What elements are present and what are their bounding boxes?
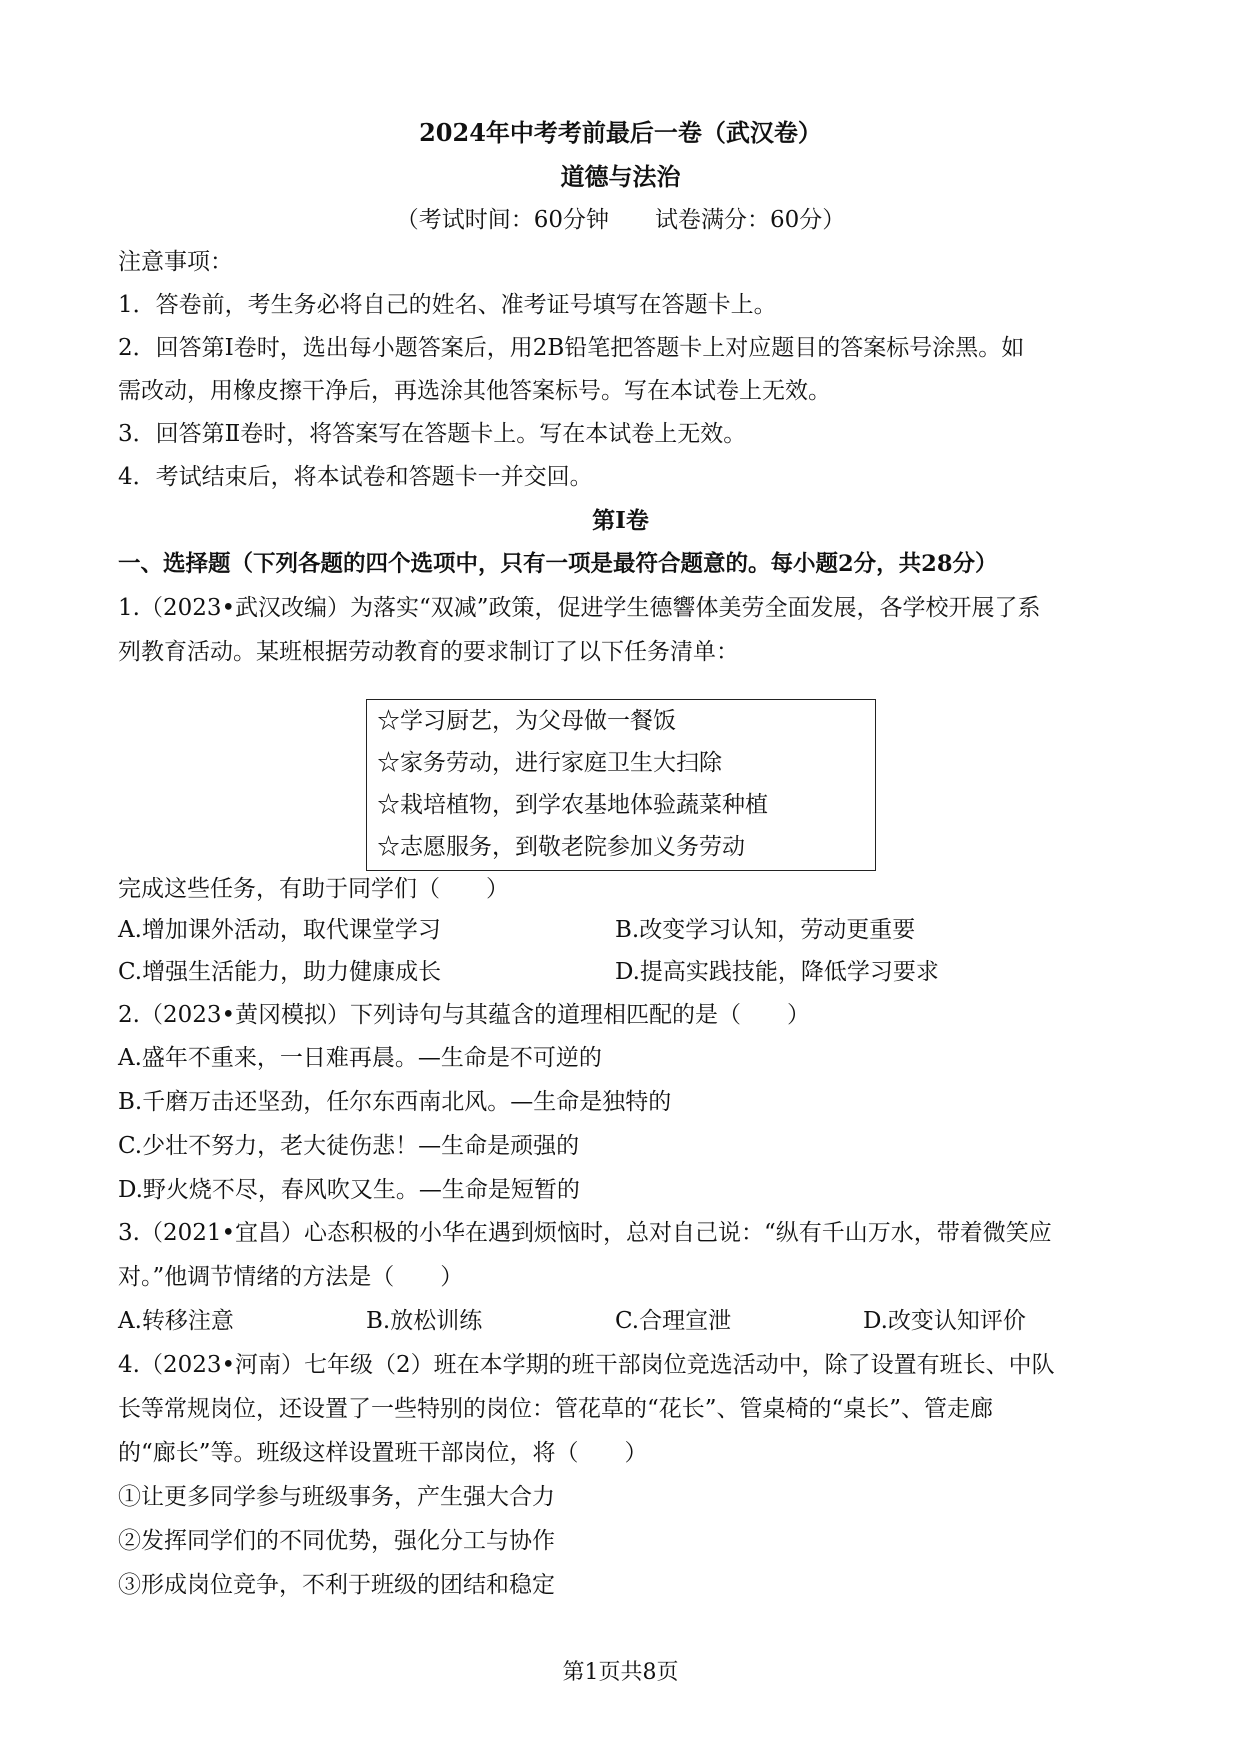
q2-option-b: B.千磨万击还坚劲，任尔东西南北风。—生命是独特的 (118, 1089, 672, 1115)
q4-stem-line3: 的“廊长”等。班级这样设置班干部岗位，将（ ） (118, 1440, 648, 1466)
section-heading: 一、选择题（下列各题的四个选项中，只有一项是最符合题意的。每小题2分，共28分） (118, 551, 998, 577)
q4-statement-2: ②发挥同学们的不同优势，强化分工与协作 (118, 1528, 555, 1554)
q2-option-d: D.野火烧不尽，春风吹又生。—生命是短暂的 (118, 1177, 580, 1203)
note-item-1: 1．答卷前，考生务必将自己的姓名、准考证号填写在答题卡上。 (118, 292, 777, 318)
task-item: ☆志愿服务，到敬老院参加义务劳动 (377, 834, 745, 860)
q1-stem-line1: 1.（2023•武汉改编）为落实“双减”政策，促进学生德響体美劳全面发展，各学校开展了系 (118, 595, 1041, 621)
task-item: ☆学习厨艺，为父母做一餐饭 (377, 708, 676, 734)
task-list-box (366, 699, 876, 871)
q1-option-a: A.增加课外活动，取代课堂学习 (118, 917, 441, 943)
q2-option-a: A.盛年不重来，一日难再晨。—生命是不可逆的 (118, 1045, 602, 1071)
q4-stem-line1: 4.（2023•河南）七年级（2）班在本学期的班干部岗位竞选活动中，除了设置有班长、中队 (118, 1352, 1055, 1378)
note-item-4: 4．考试结束后，将本试卷和答题卡一并交回。 (118, 464, 593, 490)
part1-title: 第Ⅰ卷 (592, 507, 649, 534)
task-item: ☆栽培植物，到学农基地体验蔬菜种植 (377, 792, 768, 818)
page-number: 第1页共8页 (562, 1660, 679, 1685)
q3-stem-line1: 3.（2021•宜昌）心态积极的小华在遇到烦恼时，总对自己说：“纵有千山万水，带着微笑应 (118, 1220, 1052, 1246)
note-item-2-continued: 需改动，用橡皮擦干净后，再选涂其他答案标号。写在本试卷上无效。 (118, 378, 831, 404)
note-item-2: 2．回答第Ⅰ卷时，选出每小题答案后，用2B铅笔把答题卡上对应题目的答案标号涂黑。如 (118, 335, 1025, 361)
q1-option-b: B.改变学习认知，劳动更重要 (615, 917, 916, 943)
q2-stem: 2.（2023•黄冈模拟）下列诗句与其蕴含的道理相匹配的是（ ） (118, 1002, 811, 1028)
q3-option-c: C.合理宣泄 (615, 1308, 732, 1334)
note-item-3: 3．回答第Ⅱ卷时，将答案写在答题卡上。写在本试卷上无效。 (118, 421, 747, 447)
exam-title: 2024年中考考前最后一卷（武汉卷） (419, 118, 822, 147)
q1-option-d: D.提高实践技能，降低学习要求 (615, 959, 939, 985)
q1-option-c: C.增强生活能力，助力健康成长 (118, 959, 442, 985)
q3-option-b: B.放松训练 (366, 1308, 483, 1334)
exam-subject: 道德与法治 (560, 162, 681, 191)
q3-option-a: A.转移注意 (118, 1308, 234, 1334)
q4-statement-3: ③形成岗位竞争，不利于班级的团结和稳定 (118, 1572, 555, 1598)
q1-stem-line2: 列教育活动。某班根据劳动教育的要求制订了以下任务清单： (118, 639, 739, 665)
q4-stem-line2: 长等常规岗位，还设置了一些特别的岗位：管花草的“花长”、管桌椅的“桌长”、管走廊 (118, 1396, 994, 1422)
q3-stem-line2: 对。”他调节情绪的方法是（ ） (118, 1264, 464, 1290)
q2-option-c: C.少壮不努力，老大徒伤悲！—生命是顽强的 (118, 1133, 580, 1159)
notes-heading: 注意事项： (118, 249, 233, 275)
exam-info: （考试时间：60分钟 试卷满分：60分） (395, 207, 846, 233)
q4-statement-1: ①让更多同学参与班级事务，产生强大合力 (118, 1484, 555, 1510)
q1-question: 完成这些任务，有助于同学们（ ） (118, 876, 509, 902)
task-item: ☆家务劳动，进行家庭卫生大扫除 (377, 750, 722, 776)
q3-option-d: D.改变认知评价 (863, 1308, 1026, 1334)
